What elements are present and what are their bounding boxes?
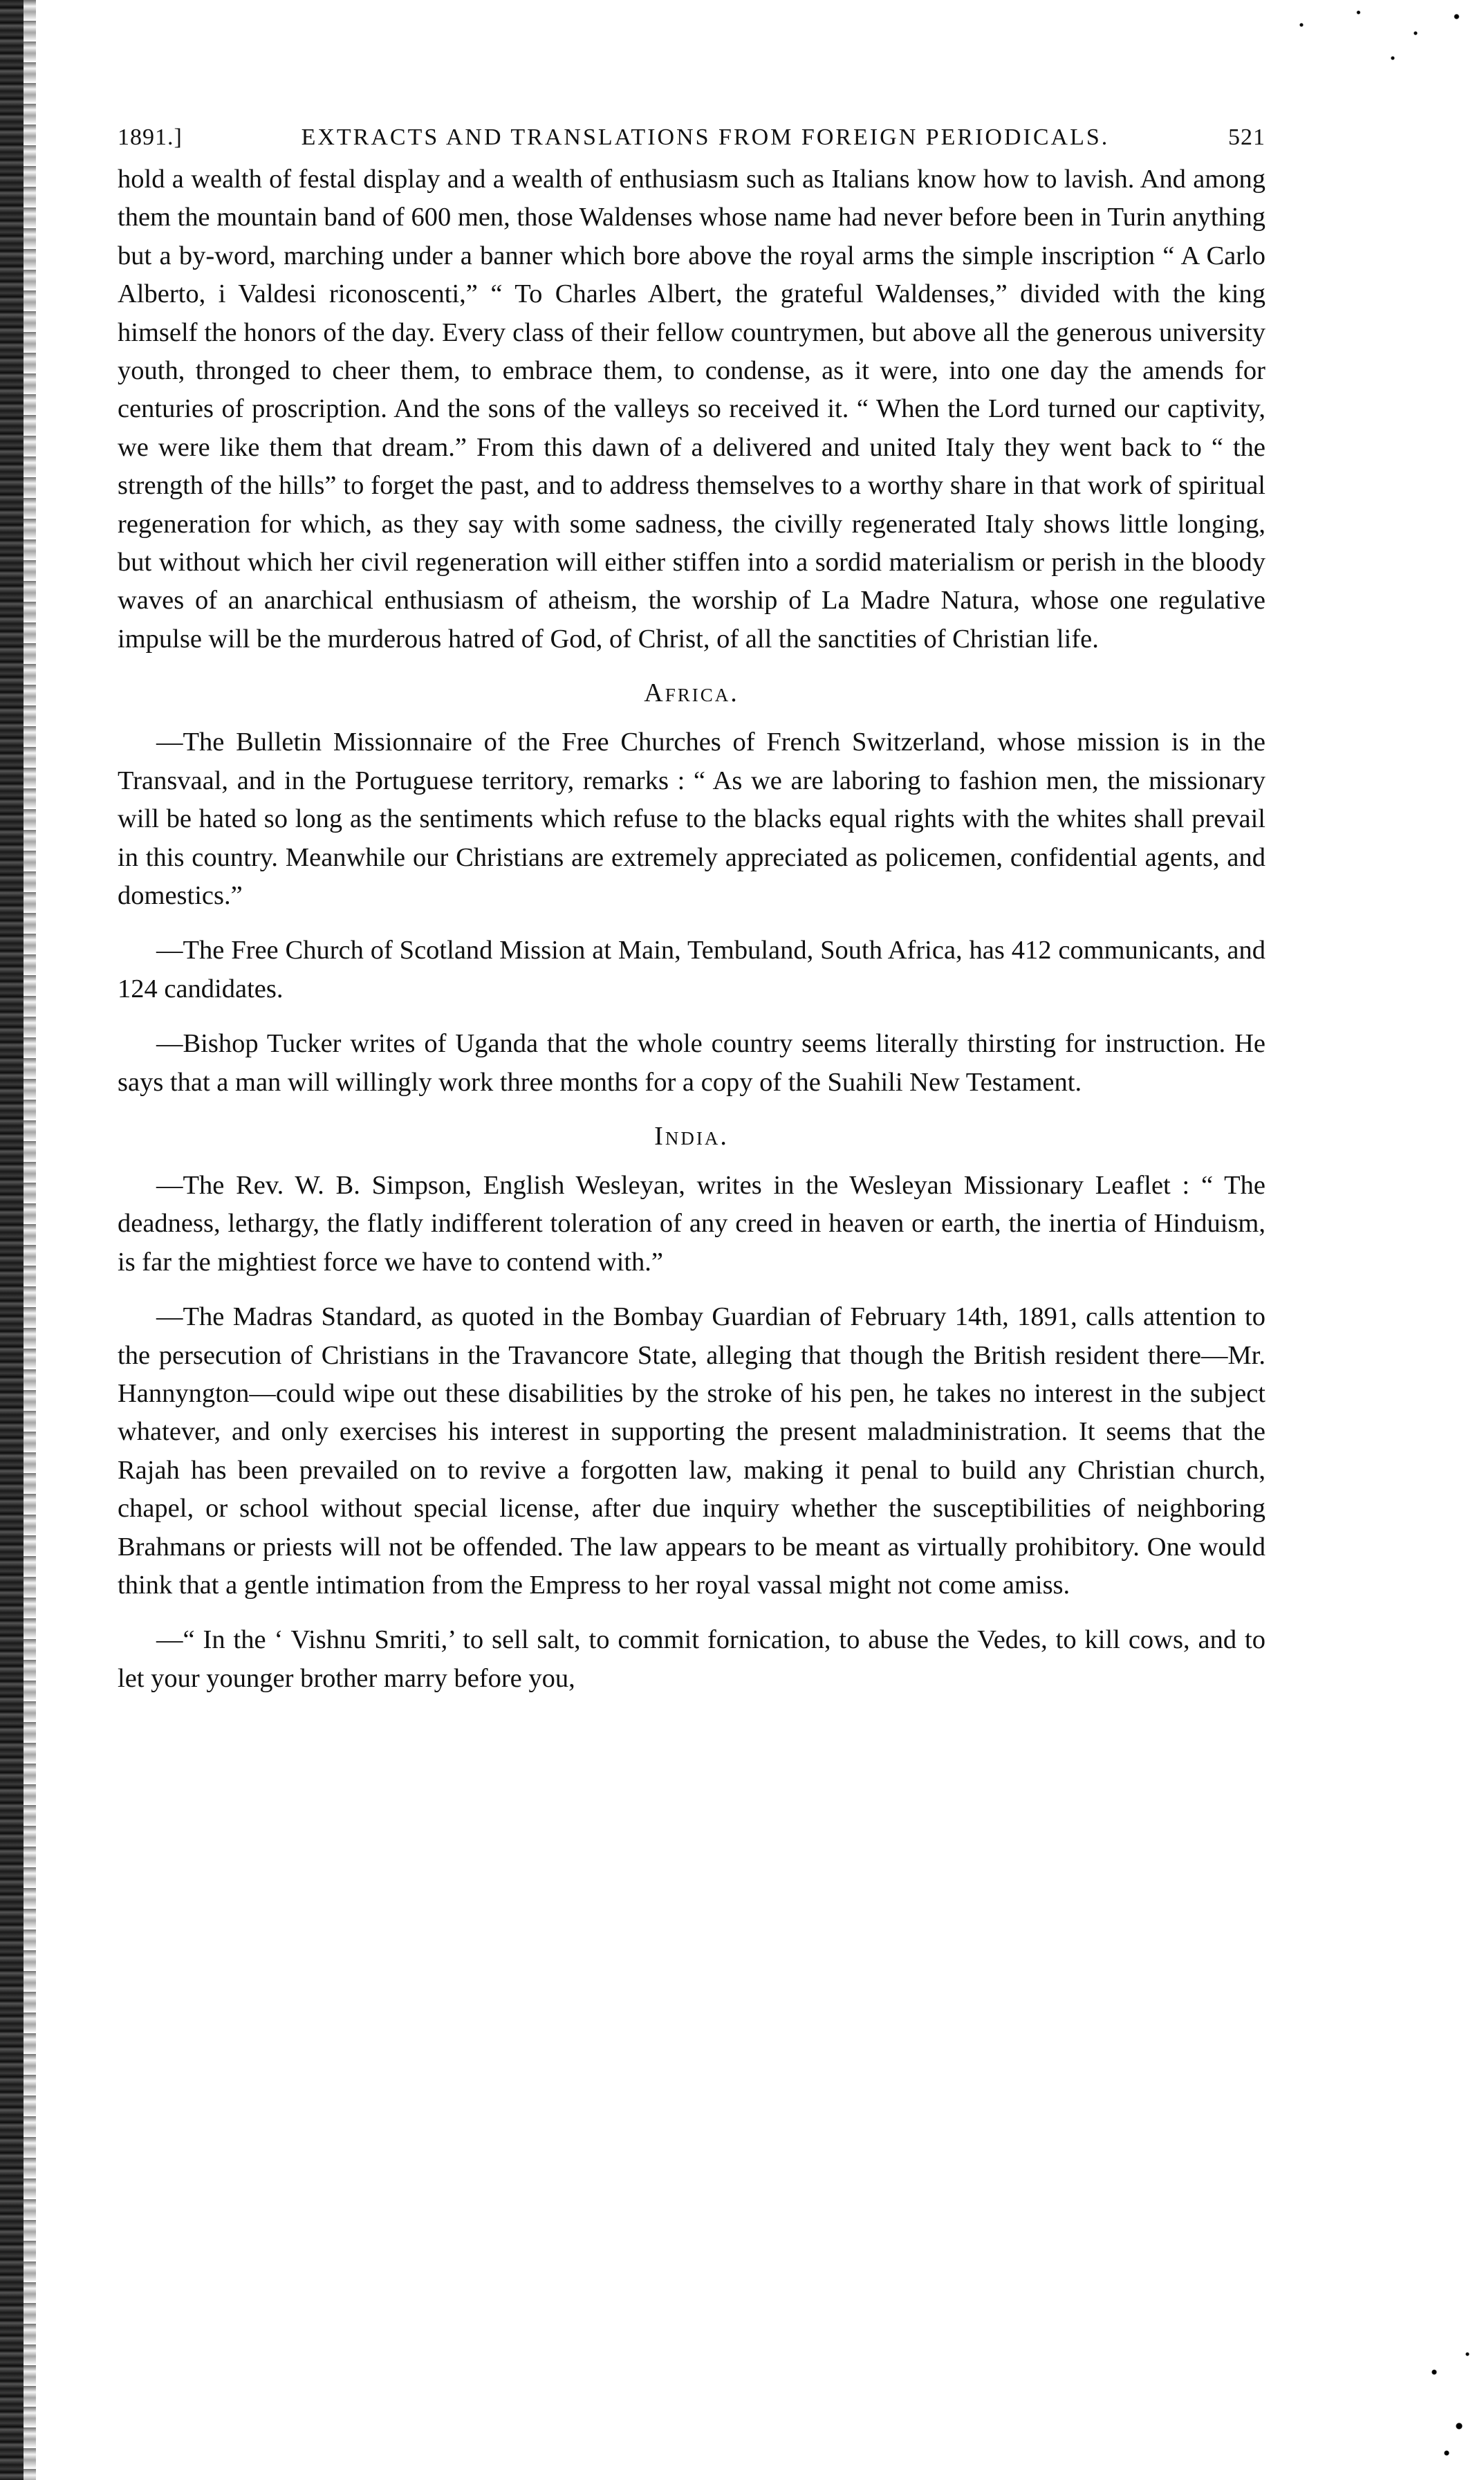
running-head-year: 1891.] [118,124,183,150]
section-heading-india: India. [654,1121,729,1151]
paragraph-vishnu-smriti: —“ In the ‘ Vishnu Smriti,’ to sell salt, to commit fornication, to abuse the Vedes, to kill cows, and to let your younger brother marry before you, [118,1625,1265,1693]
scan-speck-top [1256,0,1484,83]
page-number: 521 [1228,124,1265,150]
paragraph-free-church-scotland: —The Free Church of Scotland Mission at Main, Tembuland, South Africa, has 412 communicants, and 124 candidates. [118,936,1265,1003]
paragraph-bulletin-missionnaire: —The Bulletin Missionnaire of the Free Churches of French Switzerland, whose mission is in the Transvaal, and in the Portuguese territory, remarks : “ As we are laboring to fashion men, the missionary will be hated so long as the sentiments which refuse to the blacks equal rights with the whites shall prevail in this country. Meanwhile our Christians are extremely appreciated as policemen, confidential agents, and domestics.” [118,728,1265,910]
paragraph-madras-standard: —The Madras Standard, as quoted in the Bombay Guardian of February 14th, 1891, calls attention to the persecution of Christians in the Travancore State, alleging that though the British resident there—Mr. Hannyngton—could wipe out these disabilities by the stroke of his pen, he takes no interest in the subject whatever, and only exercises his interest in supporting the present maladministration. It seems that the Rajah has been prevailed on to revive a forgotten law, making it penal to build any Christian church, chapel, or school without special license, after due inquiry whether the susceptibilities of neighboring Brahmans or priests will not be offended. The law appears to be meant as virtually prohibitory. One would think that a gentle intimation from the Empress to her royal vassal might not come amiss. [118,1302,1265,1600]
scan-edge-left [0,0,24,2480]
page-body [118,124,1265,1698]
running-head-title: EXTRACTS AND TRANSLATIONS FROM FOREIGN PERIODICALS. [301,124,1110,150]
scan-speck-bottom [1401,2300,1484,2480]
running-head [118,124,1265,151]
section-heading-africa: Africa. [644,678,739,708]
paragraph-rev-simpson: —The Rev. W. B. Simpson, English Wesleyan, writes in the Wesleyan Missionary Leaflet : “ The deadness, lethargy, the flatly indifferent toleration of any creed in heaven or earth, the inertia of Hinduism, is far the mightiest force we have to contend with.” [118,1170,1265,1277]
paragraph-waldenses: hold a wealth of festal display and a wealth of enthusiasm such as Italians know how to lavish. And among them the mountain band of 600 men, those Waldenses whose name had never before been in Turin anything but a by-word, marching under a banner which bore above the royal arms the simple inscription “ A Carlo Alberto, i Valdesi riconoscenti,” “ To Charles Albert, the grateful Waldenses,” divided with the king himself the honors of the day. Every class of their fellow countrymen, but above all the generous university youth, thronged to cheer them, to embrace them, to condense, as it were, into one day the amends for centuries of proscription. And the sons of the valleys so received it. “ When the Lord turned our captivity, we were like them that dream.” From this dawn of a delivered and united Italy they went back to “ the strength of the hills” to forget the past, and to address themselves to a worthy share in that work of spiritual regeneration for which, as they say with some sadness, the civilly regenerated Italy shows little longing, but without which her civil regeneration will either stiffen into a sordid materialism or perish in the bloody waves of an anarchical enthusiasm of atheism, the worship of La Madre Natura, whose one regulative impulse will be the murderous hatred of God, of Christ, of all the sanctities of Christian life. [118,165,1265,654]
paragraph-bishop-tucker: —Bishop Tucker writes of Uganda that the whole country seems literally thirsting for instruction. He says that a man will willingly work three months for a copy of the Suahili New Testament. [118,1029,1265,1097]
